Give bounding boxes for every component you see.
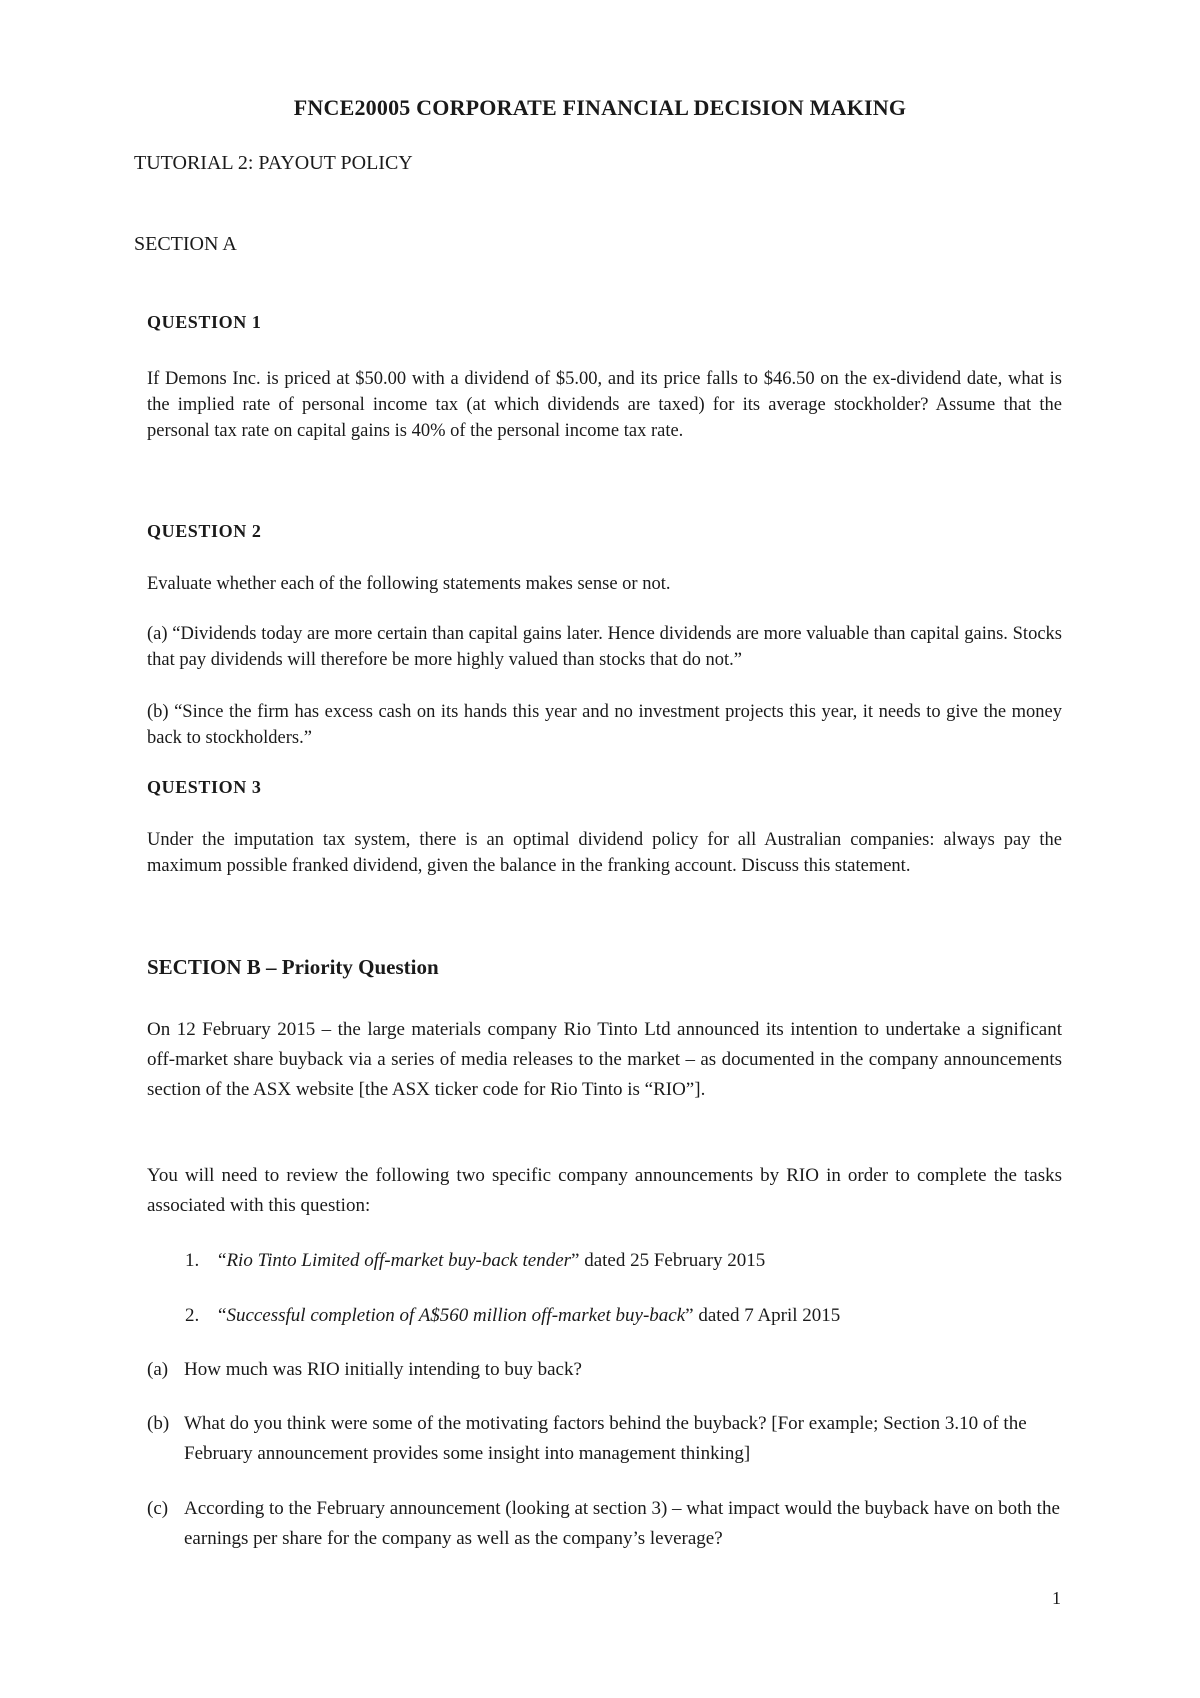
task-text: What do you think were some of the motivating factors behind the buyback? [For example; Section 3.10 of the February announcement provides some insight into management thinking] bbox=[184, 1413, 1027, 1464]
question-2-statement-b: (b) “Since the firm has excess cash on its hands this year and no investment projects this year, it needs to give the money back to stockholders.” bbox=[147, 702, 1062, 748]
page-number: 1 bbox=[1052, 1588, 1061, 1608]
task-item bbox=[147, 1494, 1072, 1554]
announcement-date: dated 7 April 2015 bbox=[693, 1305, 841, 1326]
announcement-text: “Rio Tinto Limited off-market buy-back tender” dated 25 February 2015 bbox=[218, 1250, 766, 1271]
section-a-heading: SECTION A bbox=[134, 233, 237, 255]
section-b-heading: SECTION B – Priority Question bbox=[147, 955, 439, 979]
task-item bbox=[147, 1409, 1072, 1469]
announcement-title: Rio Tinto Limited off-market buy-back tender bbox=[226, 1250, 572, 1271]
task-item bbox=[147, 1355, 1072, 1385]
section-b-paragraph-1: On 12 February 2015 – the large materials company Rio Tinto Ltd announced its intention to undertake a significant off-market share buyback via a series of media releases to the market – as documented in the company announcements section of the ASX website [the ASX ticker code for Rio Tinto is “RIO”]. bbox=[147, 1019, 1062, 1100]
tutorial-subtitle: TUTORIAL 2: PAYOUT POLICY bbox=[134, 152, 413, 174]
announcement-item bbox=[185, 1301, 1065, 1331]
question-1-text: If Demons Inc. is priced at $50.00 with a dividend of $5.00, and its price falls to $46.50 on the ex-dividend date, what is the implied rate of personal income tax (at which dividends are taxed) for its average stockholder? Assume that the personal tax rate on capital gains is 40% of the personal income tax rate. bbox=[147, 369, 1062, 441]
question-1-heading: QUESTION 1 bbox=[147, 312, 262, 332]
question-3-text: Under the imputation tax system, there is an optimal dividend policy for all Australian companies: always pay the maximum possible franked dividend, given the balance in the franking account. Discuss this statement. bbox=[147, 830, 1062, 876]
question-3-heading: QUESTION 3 bbox=[147, 777, 262, 797]
announcement-number: 1. bbox=[185, 1250, 200, 1271]
question-2-heading: QUESTION 2 bbox=[147, 521, 262, 541]
announcement-item bbox=[185, 1246, 1065, 1276]
announcement-title: Successful completion of A$560 million off-market buy-back bbox=[226, 1305, 686, 1326]
announcement-text: “Successful completion of A$560 million off-market buy-back” dated 7 April 2015 bbox=[218, 1305, 841, 1326]
task-text: How much was RIO initially intending to buy back? bbox=[184, 1359, 582, 1380]
task-text: According to the February announcement (looking at section 3) – what impact would the buyback have on both the earnings per share for the company as well as the company’s leverage? bbox=[184, 1498, 1060, 1549]
section-b-paragraph-2: You will need to review the following two specific company announcements by RIO in order to complete the tasks associated with this question: bbox=[147, 1165, 1062, 1216]
announcement-number: 2. bbox=[185, 1305, 200, 1326]
announcement-date: dated 25 February 2015 bbox=[579, 1250, 766, 1271]
question-2-intro: Evaluate whether each of the following statements makes sense or not. bbox=[147, 574, 671, 594]
task-label: (c) bbox=[147, 1498, 169, 1519]
task-label: (a) bbox=[147, 1359, 169, 1380]
task-label: (b) bbox=[147, 1413, 170, 1434]
question-2-statement-a: (a) “Dividends today are more certain than capital gains later. Hence dividends are more valuable than capital gains. Stocks that pay dividends will therefore be more highly valued than stocks that do not.” bbox=[147, 624, 1062, 670]
document-title: FNCE20005 CORPORATE FINANCIAL DECISION MAKING bbox=[293, 95, 907, 120]
